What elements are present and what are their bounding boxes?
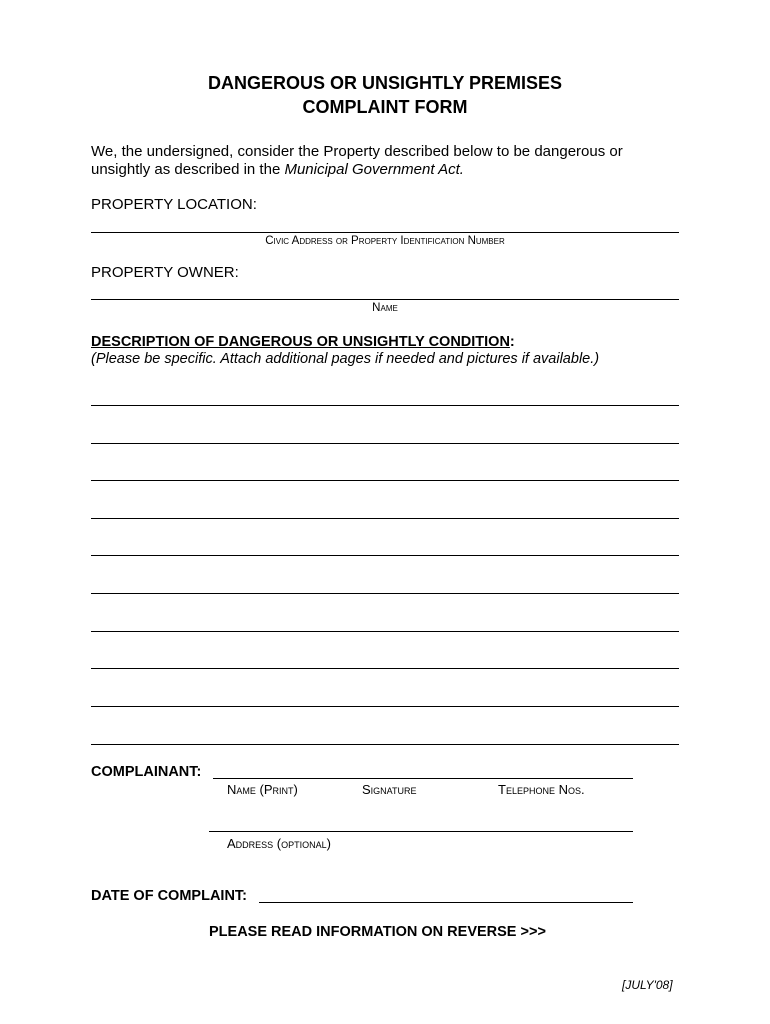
form-title-line-1: DANGEROUS OR UNSIGHTLY PREMISES xyxy=(207,73,563,93)
address-line[interactable] xyxy=(209,831,633,832)
property-owner-line[interactable] xyxy=(91,299,679,300)
intro-line-2-text: unsightly as described in the xyxy=(91,161,285,178)
description-heading xyxy=(91,334,515,350)
caption-telephone: Telephone Nos. xyxy=(498,782,585,797)
form-title-line-2: COMPLAINT FORM xyxy=(302,97,468,117)
description-heading-colon: : xyxy=(509,334,515,350)
property-location-label: PROPERTY LOCATION: xyxy=(91,196,257,213)
description-line-4[interactable] xyxy=(91,518,679,519)
reverse-notice: PLEASE READ INFORMATION ON REVERSE >>> xyxy=(209,924,546,940)
revision-date: [JULY'08] xyxy=(622,978,673,992)
caption-name-print: Name (Print) xyxy=(227,782,298,797)
intro-act-name: Municipal Government Act. xyxy=(284,161,464,178)
description-line-6[interactable] xyxy=(91,593,679,594)
intro-line-2 xyxy=(91,161,464,179)
caption-address: Address (optional) xyxy=(227,836,331,851)
description-heading-text: DESCRIPTION OF DANGEROUS OR UNSIGHTLY CONDITION xyxy=(91,334,510,350)
complainant-line[interactable] xyxy=(213,778,633,779)
description-line-9[interactable] xyxy=(91,706,679,707)
description-line-3[interactable] xyxy=(91,480,679,481)
complainant-label: COMPLAINANT: xyxy=(91,764,202,780)
date-of-complaint-line[interactable] xyxy=(259,902,633,903)
property-location-line[interactable] xyxy=(91,232,679,233)
date-of-complaint-label: DATE OF COMPLAINT: xyxy=(91,888,247,904)
intro-line-1: We, the undersigned, consider the Property described below to be dangerous or xyxy=(91,143,623,160)
description-line-10[interactable] xyxy=(91,744,679,745)
property-location-caption: Civic Address or Property Identification Number xyxy=(265,235,505,247)
property-owner-label: PROPERTY OWNER: xyxy=(91,264,239,281)
description-line-1[interactable] xyxy=(91,405,679,406)
description-line-5[interactable] xyxy=(91,555,679,556)
description-note: (Please be specific. Attach additional pages if needed and pictures if available.) xyxy=(91,351,600,367)
description-line-7[interactable] xyxy=(91,631,679,632)
caption-signature: Signature xyxy=(362,782,417,797)
description-line-8[interactable] xyxy=(91,668,679,669)
description-line-2[interactable] xyxy=(91,443,679,444)
property-owner-caption: Name xyxy=(372,302,398,314)
